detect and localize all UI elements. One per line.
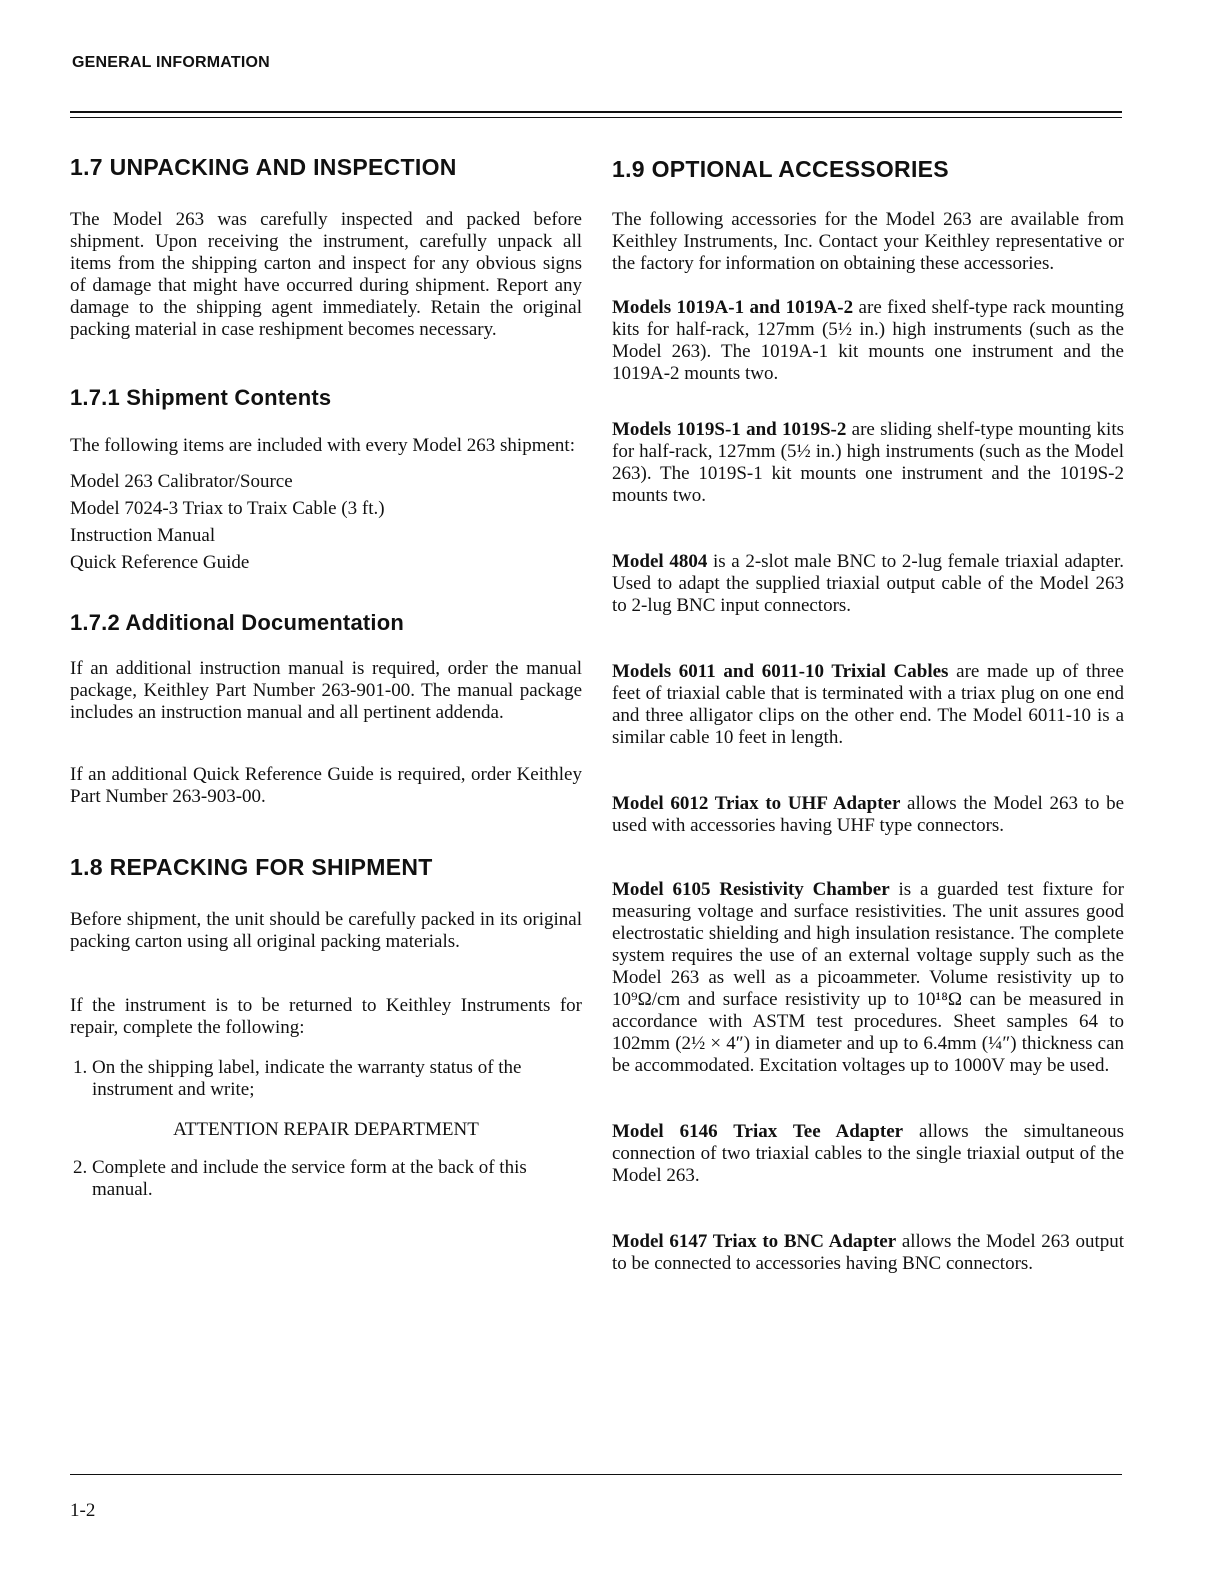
header-rule-bottom (70, 117, 1122, 118)
section-1-7-title: 1.7 UNPACKING AND INSPECTION (70, 154, 457, 180)
accessory-name: Model 6146 Triax Tee Adapter (612, 1121, 904, 1142)
accessory-name: Model 6147 Triax to BNC Adapter (612, 1231, 897, 1252)
accessory-text: are sliding shelf-type mounting kits for half-rack, 127mm (5½ in.) high instruments (such as the Model 263). The 1019S-1 kit mounts one instrument and the 1019S-2 mounts two. (612, 419, 1125, 506)
accessory-6146 (612, 1121, 1124, 1187)
accessory-4804 (612, 551, 1124, 617)
section-1-9-title: 1.9 OPTIONAL ACCESSORIES (612, 156, 949, 182)
accessory-name: Models 1019A-1 and 1019A-2 (612, 297, 854, 318)
accessory-text: allows the simultaneous connection of two triaxial cables to the single triaxial output of the Model 263. (612, 1121, 1124, 1186)
accessory-text: is a guarded test fixture for measuring voltage and surface resistivities. The unit assures good electrostatic shielding and high insulation resistance. The complete system requires the use of an external voltage supply such as the Model 263 as well as a picoammeter. Volume resistivity up to 10⁹Ω/cm and surface resistivity up to 10¹⁸Ω can be measured in accordance with ASTM test procedures. Sheet samples 64 to 102mm (2½ × 4″) in diameter and up to 6.4mm (¼″) thickness can be accommodated. Excitation voltages up to 1000V may be used. (612, 879, 1124, 1076)
list-item: Instruction Manual (70, 525, 216, 546)
section-1-7-body: The Model 263 was carefully inspected and packed before shipment. Upon receiving the instrument, carefully unpack all items from the shipping carton and inspect for any obvious signs of damage that might have occurred during shipment. Report any damage to the shipping agent immediately. Retain the original packing material in case reshipment becomes necessary. (70, 209, 582, 340)
additional-docs-paragraph-2: If an additional Quick Reference Guide is required, order Keithley Part Number 263-903-00. (70, 764, 582, 807)
repacking-paragraph-2: If the instrument is to be returned to Keithley Instruments for repair, complete the following: (70, 995, 582, 1038)
accessory-text: are fixed shelf-type rack mounting kits for half-rack, 127mm (5½ in.) high instruments (such as the Model 263). The 1019A-1 kit mounts one instrument and the 1019A-2 mounts two. (612, 297, 1124, 384)
attention-line: ATTENTION REPAIR DEPARTMENT (173, 1119, 479, 1140)
footer-rule (70, 1474, 1122, 1475)
accessory-6147 (612, 1231, 1124, 1275)
accessory-name: Model 6105 Resistivity Chamber (612, 879, 890, 900)
list-item: Model 263 Calibrator/Source (70, 471, 293, 492)
running-header: GENERAL INFORMATION (72, 54, 270, 71)
accessory-text: allows the Model 263 output to be connected to accessories having BNC connectors. (612, 1231, 1124, 1274)
accessory-text: is a 2-slot male BNC to 2-lug female triaxial adapter. Used to adapt the supplied triaxial output cable of the Model 263 to 2-lug BNC input connectors. (612, 551, 1124, 616)
accessory-6011 (612, 661, 1124, 749)
right-column (612, 150, 1124, 1275)
accessory-6012 (612, 793, 1124, 837)
header-rule-top (70, 111, 1122, 113)
shipment-contents-intro: The following items are included with every Model 263 shipment: (70, 435, 575, 456)
accessory-name: Model 4804 (612, 551, 708, 572)
accessory-name: Model 6012 Triax to UHF Adapter (612, 793, 901, 814)
section-1-8-title: 1.8 REPACKING FOR SHIPMENT (70, 854, 433, 880)
accessory-name: Models 6011 and 6011-10 Trixial Cables (612, 661, 949, 682)
list-item: Quick Reference Guide (70, 552, 250, 573)
left-column (70, 150, 582, 1201)
list-item: Model 7024-3 Triax to Traix Cable (3 ft.) (70, 498, 385, 519)
page-number: 1-2 (70, 1500, 96, 1521)
repacking-step-1-text: On the shipping label, indicate the warranty status of the instrument and write; (92, 1057, 522, 1100)
accessory-name: Models 1019S-1 and 1019S-2 (612, 419, 847, 440)
repacking-paragraph-1: Before shipment, the unit should be carefully packed in its original packing carton using all original packing materials. (70, 909, 582, 952)
shipment-contents-list (70, 471, 582, 574)
additional-docs-paragraph-1: If an additional instruction manual is required, order the manual package, Keithley Part Number 263-901-00. The manual package includes an instruction manual and all pertinent addenda. (70, 658, 582, 723)
repacking-step-1 (92, 1057, 582, 1141)
accessory-6105 (612, 879, 1124, 1077)
accessory-text: allows the Model 263 to be used with accessories having UHF type connectors. (612, 793, 1124, 836)
accessory-text: are made up of three feet of triaxial cable that is terminated with a triax plug on one end and three alligator clips on the other end. The Model 6011-10 is a similar cable 10 feet in length. (612, 661, 1124, 748)
section-1-7-1-title: 1.7.1 Shipment Contents (70, 385, 332, 410)
accessory-1019s (612, 419, 1124, 507)
accessory-1019a (612, 297, 1124, 385)
accessories-intro: The following accessories for the Model 263 are available from Keithley Instruments, Inc. Contact your Keithley representative or the factory for information on obtaining these accessories. (612, 209, 1124, 274)
section-1-7-2-title: 1.7.2 Additional Documentation (70, 610, 404, 635)
repacking-step-2: 2. Complete and include the service form at the back of this manual. (92, 1157, 582, 1201)
repacking-steps (70, 1057, 582, 1201)
